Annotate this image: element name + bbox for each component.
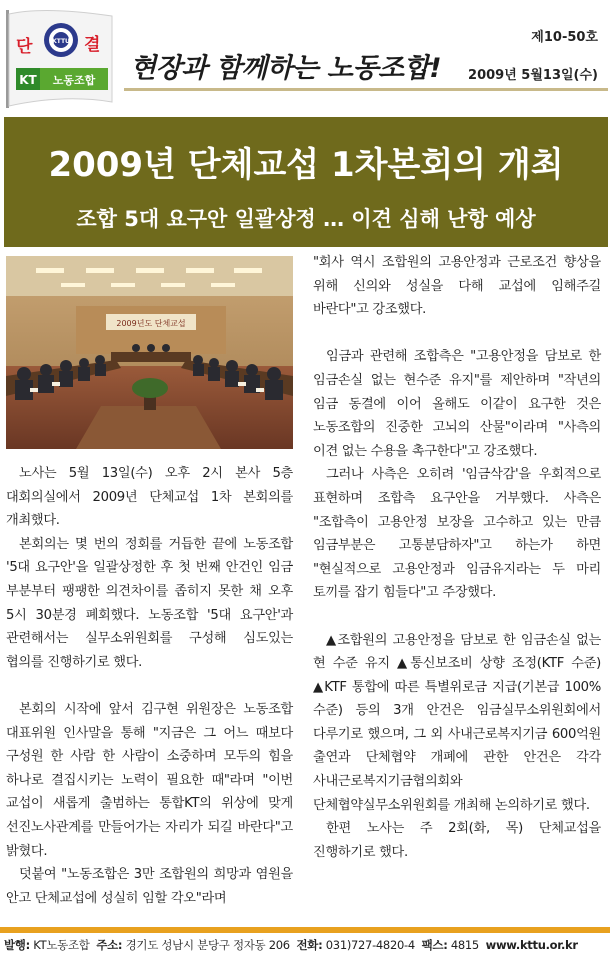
fax: 4815 xyxy=(450,938,479,952)
svg-text:노동조합: 노동조합 xyxy=(52,74,96,87)
masthead xyxy=(0,0,610,116)
headline-banner xyxy=(4,117,608,247)
website-link[interactable]: www.kttu.or.kr xyxy=(485,938,578,952)
footer-divider xyxy=(0,927,610,933)
header-divider xyxy=(124,88,608,91)
address: 경기도 성남시 분당구 정자동 206 xyxy=(125,938,290,952)
subheadline: 조합 5대 요구안 일괄상정 … 이견 심해 난항 예상 xyxy=(76,207,536,231)
paragraph-gap xyxy=(313,605,601,629)
slogan: 현장과 함께하는 노동조합! xyxy=(130,53,442,84)
fax-label: 팩스: xyxy=(421,938,448,952)
paragraph-gap xyxy=(313,322,601,346)
paragraph: 본회의 시작에 앞서 김구현 위원장은 노동조합 대표위원 인사말을 통해 "지금은 그 어느 때보다 구성원 한 사람 한 사람이 소중하며 모두의 힘을 하나로 결집시키는 노력이 필요한 때"라며 "이번 교섭이 새롭게 출범하는 통합KT의 위상에 맞게 선진노사관계를 만들어가는 자리가 되길 바란다"고 밝혔다. xyxy=(6,701,293,859)
svg-text:KTTU: KTTU xyxy=(52,38,70,45)
publisher: KT노동조합 xyxy=(33,938,90,952)
svg-text:KT: KT xyxy=(19,73,37,87)
paragraph: 임금과 관련해 조합측은 "고용안정을 담보로 한 임금손실 없는 현수준 유지"를 제안하며 "작년의 임금 동결에 이어 올해도 이같이 요구한 것은 노동조합의 진중한 고뇌의 산물"이라며 "사측의 이견 없는 수용을 촉구한다"고 강조했다. xyxy=(313,349,601,459)
article-column-right xyxy=(313,251,601,864)
article-column-left xyxy=(6,462,293,910)
issue-date: 2009년 5월13일(수) xyxy=(468,68,598,83)
svg-text:결: 결 xyxy=(84,35,101,55)
paragraph-gap xyxy=(6,674,293,698)
paragraph: 본회의는 몇 번의 정회를 거듭한 끝에 노동조합 '5대 요구안'을 일괄상정한 후 첫 번째 안건인 임금 부분부터 팽팽한 의견차이를 좁히지 못한 채 오후 5시 30분경 폐회했다. 노동조합 '5대 요구안'과 관련해서는 실무소위원회를 구성해 심도있는 협의를 진행하기로 했다. xyxy=(6,536,293,670)
paragraph: ▲조합원의 고용안정을 담보로 한 임금손실 없는 현 수준 유지 ▲통신보조비 상향 조정(KTF 수준) ▲KTF 통합에 따른 특별위로금 지급(기본급 100% 수준) 등의 3개 안건은 임금실무소위원회에서 다루기로 했으며, 그 외 사내근로복지기금 600억원 출연과 단체협약 개폐에 관한 안건은 각각 사내근로복지기금협의회와 단체협약실무소위원회를 개최해 논의하기로 했다. xyxy=(313,632,601,813)
publisher-label: 발행: xyxy=(4,938,30,952)
issue-number: 제10-50호 xyxy=(531,30,598,45)
meeting-room-photo xyxy=(6,256,293,449)
paragraph: 한편 노사는 주 2회(화, 목) 단체교섭을 진행하기로 했다. xyxy=(313,821,601,860)
svg-text:단: 단 xyxy=(16,37,33,57)
paragraph: 노사는 5월 13일(수) 오후 2시 본사 5층 대회의실에서 2009년 단체교섭 1차 본회의를 개최했다. xyxy=(6,466,293,529)
address-label: 주소: xyxy=(96,938,123,952)
paragraph: "회사 역시 조합원의 고용안정과 근로조건 향상을 위해 신의와 성실을 다해 교섭에 임해주길 바란다"고 강조했다. xyxy=(313,255,601,318)
kt-union-flag-logo xyxy=(4,6,116,110)
headline: 2009년 단체교섭 1차본회의 개최 xyxy=(48,145,564,185)
paragraph: 덧붙여 "노동조합은 3만 조합원의 희망과 염원을 안고 단체교섭에 성실히 임할 각오"라며 xyxy=(6,867,293,906)
svg-text:2009년도 단체교섭: 2009년도 단체교섭 xyxy=(116,319,186,328)
phone: 031)727-4820-4 xyxy=(325,938,415,952)
footer xyxy=(4,937,606,953)
phone-label: 전화: xyxy=(296,938,323,952)
paragraph: 그러나 사측은 오히려 '임금삭감'을 우회적으로 표현하며 조합측 요구안을 거부했다. 사측은 "조합측이 고용안정 보장을 고수하고 있는 만큼 임금부분은 고통분담하자"고 하는가 하면 "현실적으로 고용안정과 임금유지라는 두 마리 토끼를 잡기 힘들다"고 주장했다. xyxy=(313,467,601,601)
